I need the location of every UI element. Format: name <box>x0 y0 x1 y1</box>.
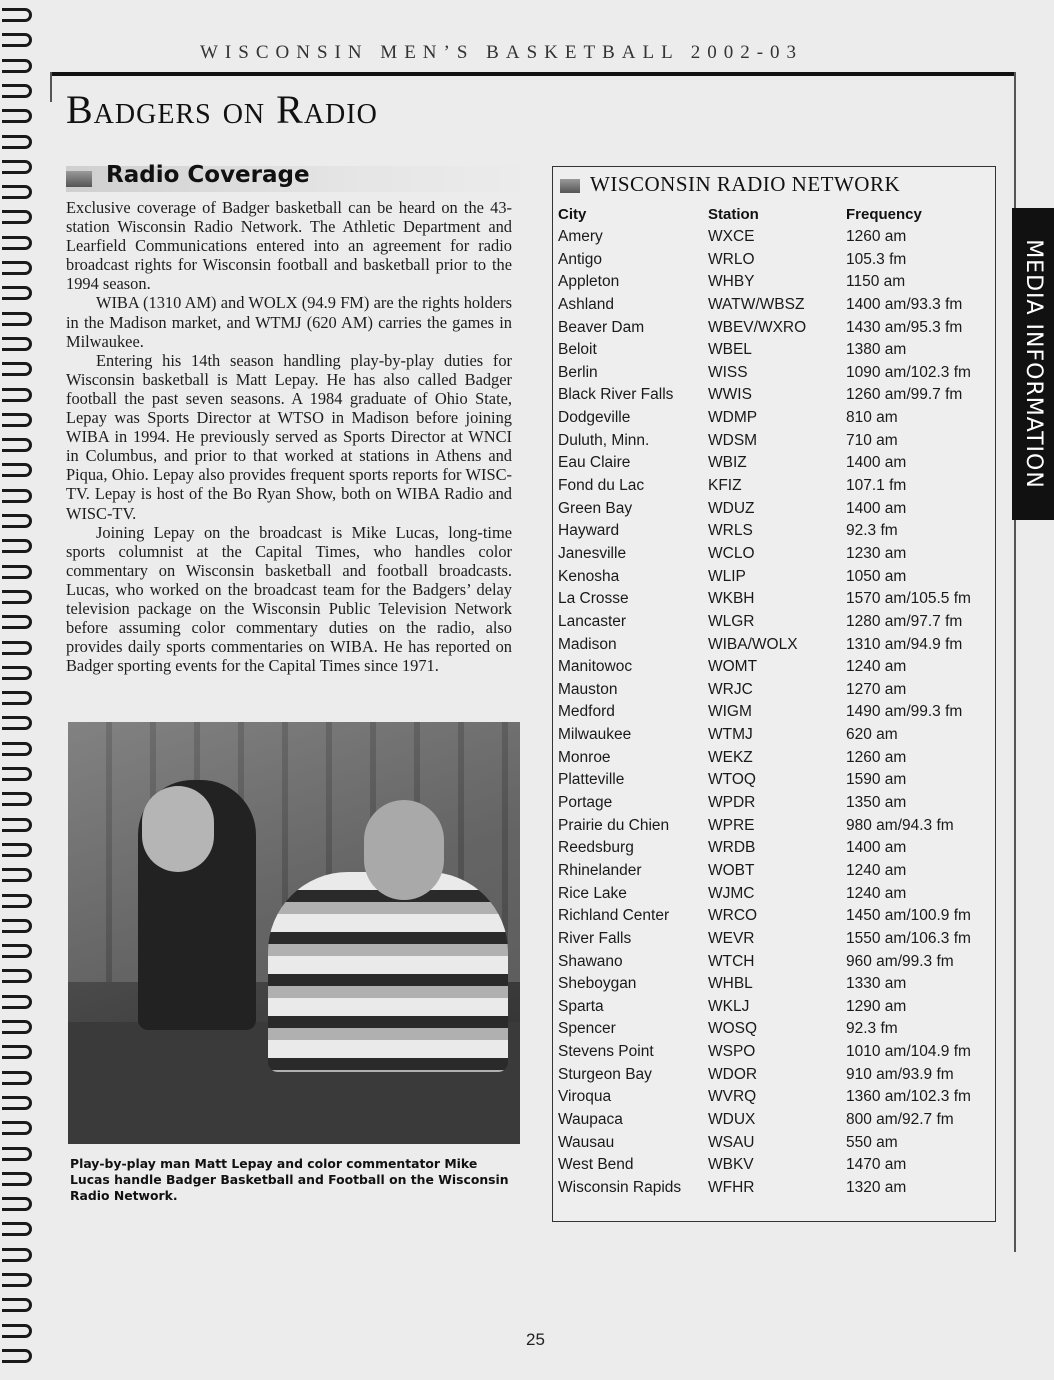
column-header-frequency: Frequency <box>846 206 922 223</box>
cell-station: WOSQ <box>708 1020 758 1038</box>
cell-frequency: 810 am <box>846 409 898 427</box>
cell-frequency: 1090 am/102.3 fm <box>846 363 971 381</box>
table-row <box>558 998 988 1021</box>
cell-city: Waupaca <box>558 1110 623 1128</box>
cell-frequency: 1400 am <box>846 454 907 472</box>
spiral-coil <box>2 312 32 326</box>
cell-frequency: 1400 am/93.3 fm <box>846 295 963 313</box>
cell-city: River Falls <box>558 929 632 947</box>
cell-station: WEVR <box>708 929 755 947</box>
table-row <box>558 454 988 477</box>
cell-frequency: 1150 am <box>846 273 906 291</box>
cell-city: West Bend <box>558 1156 634 1174</box>
table-row <box>558 930 988 953</box>
table-row <box>558 522 988 545</box>
cell-city: Kenosha <box>558 567 620 585</box>
column-header-city: City <box>558 206 587 223</box>
cell-city: Green Bay <box>558 499 633 517</box>
table-row <box>558 726 988 749</box>
cell-frequency: 1330 am <box>846 975 907 993</box>
cell-frequency: 1470 am <box>846 1156 907 1174</box>
table-row <box>558 771 988 794</box>
spiral-coil <box>2 109 32 123</box>
spiral-coil <box>2 463 32 477</box>
cell-station: WTMJ <box>708 726 753 744</box>
table-row <box>558 568 988 591</box>
cell-station: WRLO <box>708 250 755 268</box>
cell-station: WWIS <box>708 386 752 404</box>
spiral-coil <box>2 514 32 528</box>
cell-frequency: 1240 am <box>846 658 907 676</box>
table-row <box>558 545 988 568</box>
table-row <box>558 907 988 930</box>
cell-frequency: 1590 am <box>846 771 907 789</box>
cell-frequency: 1240 am <box>846 884 907 902</box>
spiral-coil <box>2 1222 32 1236</box>
cell-frequency: 550 am <box>846 1133 898 1151</box>
spiral-coil <box>2 919 32 933</box>
cell-frequency: 1050 am <box>846 567 907 585</box>
table-row <box>558 1088 988 1111</box>
cell-station: WEKZ <box>708 748 753 766</box>
spiral-coil <box>2 1349 32 1363</box>
cell-frequency: 1230 am <box>846 544 907 562</box>
cell-station: WOBT <box>708 861 755 879</box>
cell-city: Dodgeville <box>558 409 631 427</box>
cell-station: WJMC <box>708 884 755 902</box>
spiral-coil <box>2 261 32 275</box>
cell-frequency: 960 am/99.3 fm <box>846 952 954 970</box>
spiral-coil <box>2 691 32 705</box>
cell-station: WCLO <box>708 544 755 562</box>
spiral-coil <box>2 1248 32 1262</box>
spiral-coil <box>2 944 32 958</box>
cell-city: La Crosse <box>558 590 629 608</box>
cell-city: Ashland <box>558 295 615 313</box>
table-row <box>558 228 988 251</box>
spiral-coil <box>2 767 32 781</box>
cell-city: Duluth, Minn. <box>558 431 650 449</box>
table-row <box>558 1020 988 1043</box>
table-row <box>558 703 988 726</box>
cell-station: WHBY <box>708 273 755 291</box>
table-row <box>558 386 988 409</box>
spiral-coil <box>2 868 32 882</box>
spiral-coil <box>2 969 32 983</box>
radio-network-title: WISCONSIN RADIO NETWORK <box>590 172 901 196</box>
article-paragraph: Exclusive coverage of Badger basketball can be heard on the 43-station Wisconsin Radio Network. The Athletic Department and Learfield Communications entered into an agreement for radio broadcast rights for Wisconsin football and basketball prior to the 1994 season. <box>66 198 512 294</box>
cell-city: Beloit <box>558 341 597 359</box>
cell-frequency: 107.1 fm <box>846 477 907 495</box>
table-row <box>558 296 988 319</box>
cell-city: Lancaster <box>558 612 627 630</box>
cell-city: Beaver Dam <box>558 318 645 336</box>
table-row <box>558 590 988 613</box>
cell-city: Berlin <box>558 363 598 381</box>
cell-city: Platteville <box>558 771 625 789</box>
cell-city: Fond du Lac <box>558 477 645 495</box>
cell-city: Sparta <box>558 997 604 1015</box>
cell-station: WBEL <box>708 341 752 359</box>
cell-frequency: 1010 am/104.9 fm <box>846 1043 971 1061</box>
spiral-coil <box>2 742 32 756</box>
broadcasters-photo <box>68 722 520 1144</box>
table-row <box>558 500 988 523</box>
cell-frequency: 1490 am/99.3 fm <box>846 703 963 721</box>
spiral-coil <box>2 641 32 655</box>
spiral-coil <box>2 590 32 604</box>
photo-person-right-head <box>364 800 444 900</box>
table-row <box>558 839 988 862</box>
cell-city: Rhinelander <box>558 861 642 879</box>
cell-city: Wisconsin Rapids <box>558 1178 682 1196</box>
cell-city: Sheboygan <box>558 975 637 993</box>
spiral-coil <box>2 185 32 199</box>
cell-frequency: 92.3 fm <box>846 1020 898 1038</box>
spiral-coil <box>2 894 32 908</box>
spiral-coil <box>2 388 32 402</box>
cell-city: Milwaukee <box>558 726 632 744</box>
cell-city: Wausau <box>558 1133 615 1151</box>
square-bullet-icon <box>560 179 580 193</box>
cell-station: WVRQ <box>708 1088 757 1106</box>
table-row <box>558 1134 988 1157</box>
table-row <box>558 1179 988 1202</box>
spiral-coil <box>2 362 32 376</box>
cell-station: WRLS <box>708 522 753 540</box>
spiral-coil <box>2 59 32 73</box>
cell-frequency: 710 am <box>846 431 898 449</box>
cell-station: WATW/WBSZ <box>708 295 805 313</box>
photo-person-right <box>268 872 508 1072</box>
table-row <box>558 658 988 681</box>
cell-frequency: 1570 am/105.5 fm <box>846 590 971 608</box>
cell-frequency: 1290 am <box>846 997 907 1015</box>
cell-frequency: 1260 am/99.7 fm <box>846 386 963 404</box>
cell-frequency: 92.3 fm <box>846 522 898 540</box>
cell-frequency: 1320 am <box>846 1178 907 1196</box>
cell-station: KFIZ <box>708 477 742 495</box>
spiral-coil <box>2 1147 32 1161</box>
column-header-station: Station <box>708 206 759 223</box>
cell-station: WBIZ <box>708 454 747 472</box>
spiral-coil <box>2 1197 32 1211</box>
cell-city: Spencer <box>558 1020 616 1038</box>
cell-station: WIGM <box>708 703 752 721</box>
spiral-coil <box>2 843 32 857</box>
spiral-coil <box>2 438 32 452</box>
side-tab-label: MEDIA INFORMATION <box>1021 239 1046 489</box>
cell-city: Janesville <box>558 544 627 562</box>
cell-station: WSAU <box>708 1133 755 1151</box>
cell-city: Manitowoc <box>558 658 633 676</box>
spiral-coil <box>2 236 32 250</box>
spiral-coil <box>2 565 32 579</box>
cell-station: WFHR <box>708 1178 755 1196</box>
cell-station: WPDR <box>708 794 756 812</box>
cell-frequency: 1260 am <box>846 228 907 245</box>
cell-station: WXCE <box>708 228 755 245</box>
cell-city: Stevens Point <box>558 1043 654 1061</box>
cell-city: Hayward <box>558 522 620 540</box>
cell-station: WDUZ <box>708 499 755 517</box>
spiral-coil <box>2 1298 32 1312</box>
spiral-coil <box>2 1071 32 1085</box>
spiral-coil <box>2 1273 32 1287</box>
spiral-coil <box>2 792 32 806</box>
spiral-coil <box>2 489 32 503</box>
table-row <box>558 273 988 296</box>
cell-frequency: 1400 am <box>846 499 907 517</box>
cell-station: WDMP <box>708 409 758 427</box>
cell-station: WDOR <box>708 1065 758 1083</box>
cell-station: WBEV/WXRO <box>708 318 807 336</box>
spiral-coil <box>2 1324 32 1338</box>
cell-city: Amery <box>558 228 603 245</box>
photo-caption: Play-by-play man Matt Lepay and color commentator Mike Lucas handle Badger Basketball and Football on the Wisconsin Radio Network. <box>70 1156 509 1203</box>
cell-city: Shawano <box>558 952 623 970</box>
radio-coverage-article <box>66 198 512 675</box>
table-row <box>558 1043 988 1066</box>
cell-city: Appleton <box>558 273 620 291</box>
spiral-coil <box>2 160 32 174</box>
cell-station: WDSM <box>708 431 758 449</box>
cell-city: Antigo <box>558 250 602 268</box>
spiral-coil <box>2 8 32 22</box>
spiral-coil <box>2 1096 32 1110</box>
spiral-coil <box>2 135 32 149</box>
cell-station: WLIP <box>708 567 746 585</box>
cell-station: WKBH <box>708 590 755 608</box>
cell-city: Sturgeon Bay <box>558 1065 652 1083</box>
table-row <box>558 1066 988 1089</box>
cell-city: Medford <box>558 703 615 721</box>
spiral-coil <box>2 1020 32 1034</box>
table-row <box>558 364 988 387</box>
table-row <box>558 817 988 840</box>
table-row <box>558 1111 988 1134</box>
cell-station: WBKV <box>708 1156 754 1174</box>
spiral-coil <box>2 286 32 300</box>
cell-frequency: 105.3 fm <box>846 250 907 268</box>
table-row <box>558 862 988 885</box>
cell-frequency: 1380 am <box>846 341 907 359</box>
table-row <box>558 749 988 772</box>
page-title: Badgers on Radio <box>66 87 378 132</box>
table-row <box>558 953 988 976</box>
spiral-coil <box>2 1121 32 1135</box>
spiral-coil <box>2 1045 32 1059</box>
cell-station: WDUX <box>708 1110 756 1128</box>
square-bullet-icon <box>66 171 92 187</box>
table-row <box>558 681 988 704</box>
article-paragraph: Entering his 14th season handling play-by-play duties for Wisconsin basketball is Matt Lepay. He has also called Badger football the past seven seasons. A 1984 graduate of Ohio State, Lepay was Sports Director at WTSO in Madison before joining WIBA in 1994. He previously served as Sports Director at WNCI in Columbus, and prior to that worked at stations in Athens and Piqua, Ohio. Lepay also provides frequent sports reports for WISC-TV. Lepay is host of the Bo Ryan Show, both on WIBA Radio and WISC-TV. <box>66 350 512 523</box>
spiral-coil <box>2 615 32 629</box>
cell-station: WRCO <box>708 907 758 925</box>
cell-frequency: 1270 am <box>846 680 907 698</box>
spiral-coil <box>2 413 32 427</box>
cell-city: Madison <box>558 635 617 653</box>
table-row <box>558 1156 988 1179</box>
table-row <box>558 613 988 636</box>
cell-station: WRDB <box>708 839 756 857</box>
cell-station: WIBA/WOLX <box>708 635 798 653</box>
cell-station: WHBL <box>708 975 753 993</box>
spiral-coil <box>2 1172 32 1186</box>
spiral-coil <box>2 995 32 1009</box>
spiral-coil <box>2 33 32 47</box>
table-row <box>558 794 988 817</box>
cell-frequency: 1260 am <box>846 748 907 766</box>
table-row <box>558 975 988 998</box>
cell-station: WLGR <box>708 612 755 630</box>
table-row <box>558 432 988 455</box>
spiral-coil <box>2 337 32 351</box>
spiral-coil <box>2 210 32 224</box>
cell-station: WTCH <box>708 952 755 970</box>
top-rule <box>50 72 1016 76</box>
cell-frequency: 1550 am/106.3 fm <box>846 929 971 947</box>
spiral-coil <box>2 84 32 98</box>
cell-frequency: 1280 am/97.7 fm <box>846 612 963 630</box>
cell-station: WRJC <box>708 680 753 698</box>
cell-station: WSPO <box>708 1043 756 1061</box>
cell-frequency: 1240 am <box>846 861 907 879</box>
cell-city: Portage <box>558 794 613 812</box>
cell-frequency: 910 am/93.9 fm <box>846 1065 954 1083</box>
cell-station: WOMT <box>708 658 758 676</box>
cell-city: Richland Center <box>558 907 670 925</box>
table-row <box>558 409 988 432</box>
photo-person-left-head <box>142 786 214 872</box>
cell-station: WPRE <box>708 816 755 834</box>
cell-frequency: 1400 am <box>846 839 907 857</box>
table-row <box>558 319 988 342</box>
spiral-coil <box>2 666 32 680</box>
cell-station: WKLJ <box>708 997 750 1015</box>
cell-frequency: 980 am/94.3 fm <box>846 816 954 834</box>
cell-city: Prairie du Chien <box>558 816 670 834</box>
radio-network-table <box>558 228 988 1202</box>
cell-frequency: 1350 am <box>846 794 907 812</box>
cell-city: Reedsburg <box>558 839 634 857</box>
article-paragraph: Joining Lepay on the broadcast is Mike Lucas, long-time sports columnist at the Capital Times, who handles color commentary on Wisconsin basketball and football broadcasts. Lucas, who worked on the broadcast team for the Badgers’ delay television package on the Wisconsin Public Television Network before assuming color commentary duties on the radio, also provides daily sports commentaries on WIBA. He has reported on Badger sporting events for the Capital Times since 1971. <box>66 522 512 676</box>
spiral-coil <box>2 716 32 730</box>
cell-city: Eau Claire <box>558 454 631 472</box>
table-row <box>558 251 988 274</box>
section-title-radio-coverage: Radio Coverage <box>106 162 310 188</box>
article-paragraph: WIBA (1310 AM) and WOLX (94.9 FM) are the rights holders in the Madison market, and WTMJ (620 AM) carries the games in Milwaukee. <box>66 293 512 351</box>
frame-left-edge <box>50 72 52 102</box>
page-number: 25 <box>526 1330 545 1349</box>
cell-city: Rice Lake <box>558 884 627 902</box>
cell-frequency: 800 am/92.7 fm <box>846 1110 954 1128</box>
cell-station: WISS <box>708 363 748 381</box>
table-row <box>558 885 988 908</box>
cell-city: Monroe <box>558 748 611 766</box>
cell-frequency: 1430 am/95.3 fm <box>846 318 963 336</box>
spiral-binding <box>0 0 36 1380</box>
cell-city: Viroqua <box>558 1088 612 1106</box>
spiral-coil <box>2 818 32 832</box>
cell-city: Mauston <box>558 680 618 698</box>
spiral-coil <box>2 539 32 553</box>
cell-frequency: 620 am <box>846 726 898 744</box>
table-row <box>558 636 988 659</box>
cell-city: Black River Falls <box>558 386 674 404</box>
cell-frequency: 1310 am/94.9 fm <box>846 635 963 653</box>
table-row <box>558 341 988 364</box>
table-row <box>558 477 988 500</box>
cell-frequency: 1450 am/100.9 fm <box>846 907 971 925</box>
cell-frequency: 1360 am/102.3 fm <box>846 1088 971 1106</box>
cell-station: WTOQ <box>708 771 756 789</box>
running-header: WISCONSIN MEN’S BASKETBALL 2002-03 <box>200 42 804 63</box>
